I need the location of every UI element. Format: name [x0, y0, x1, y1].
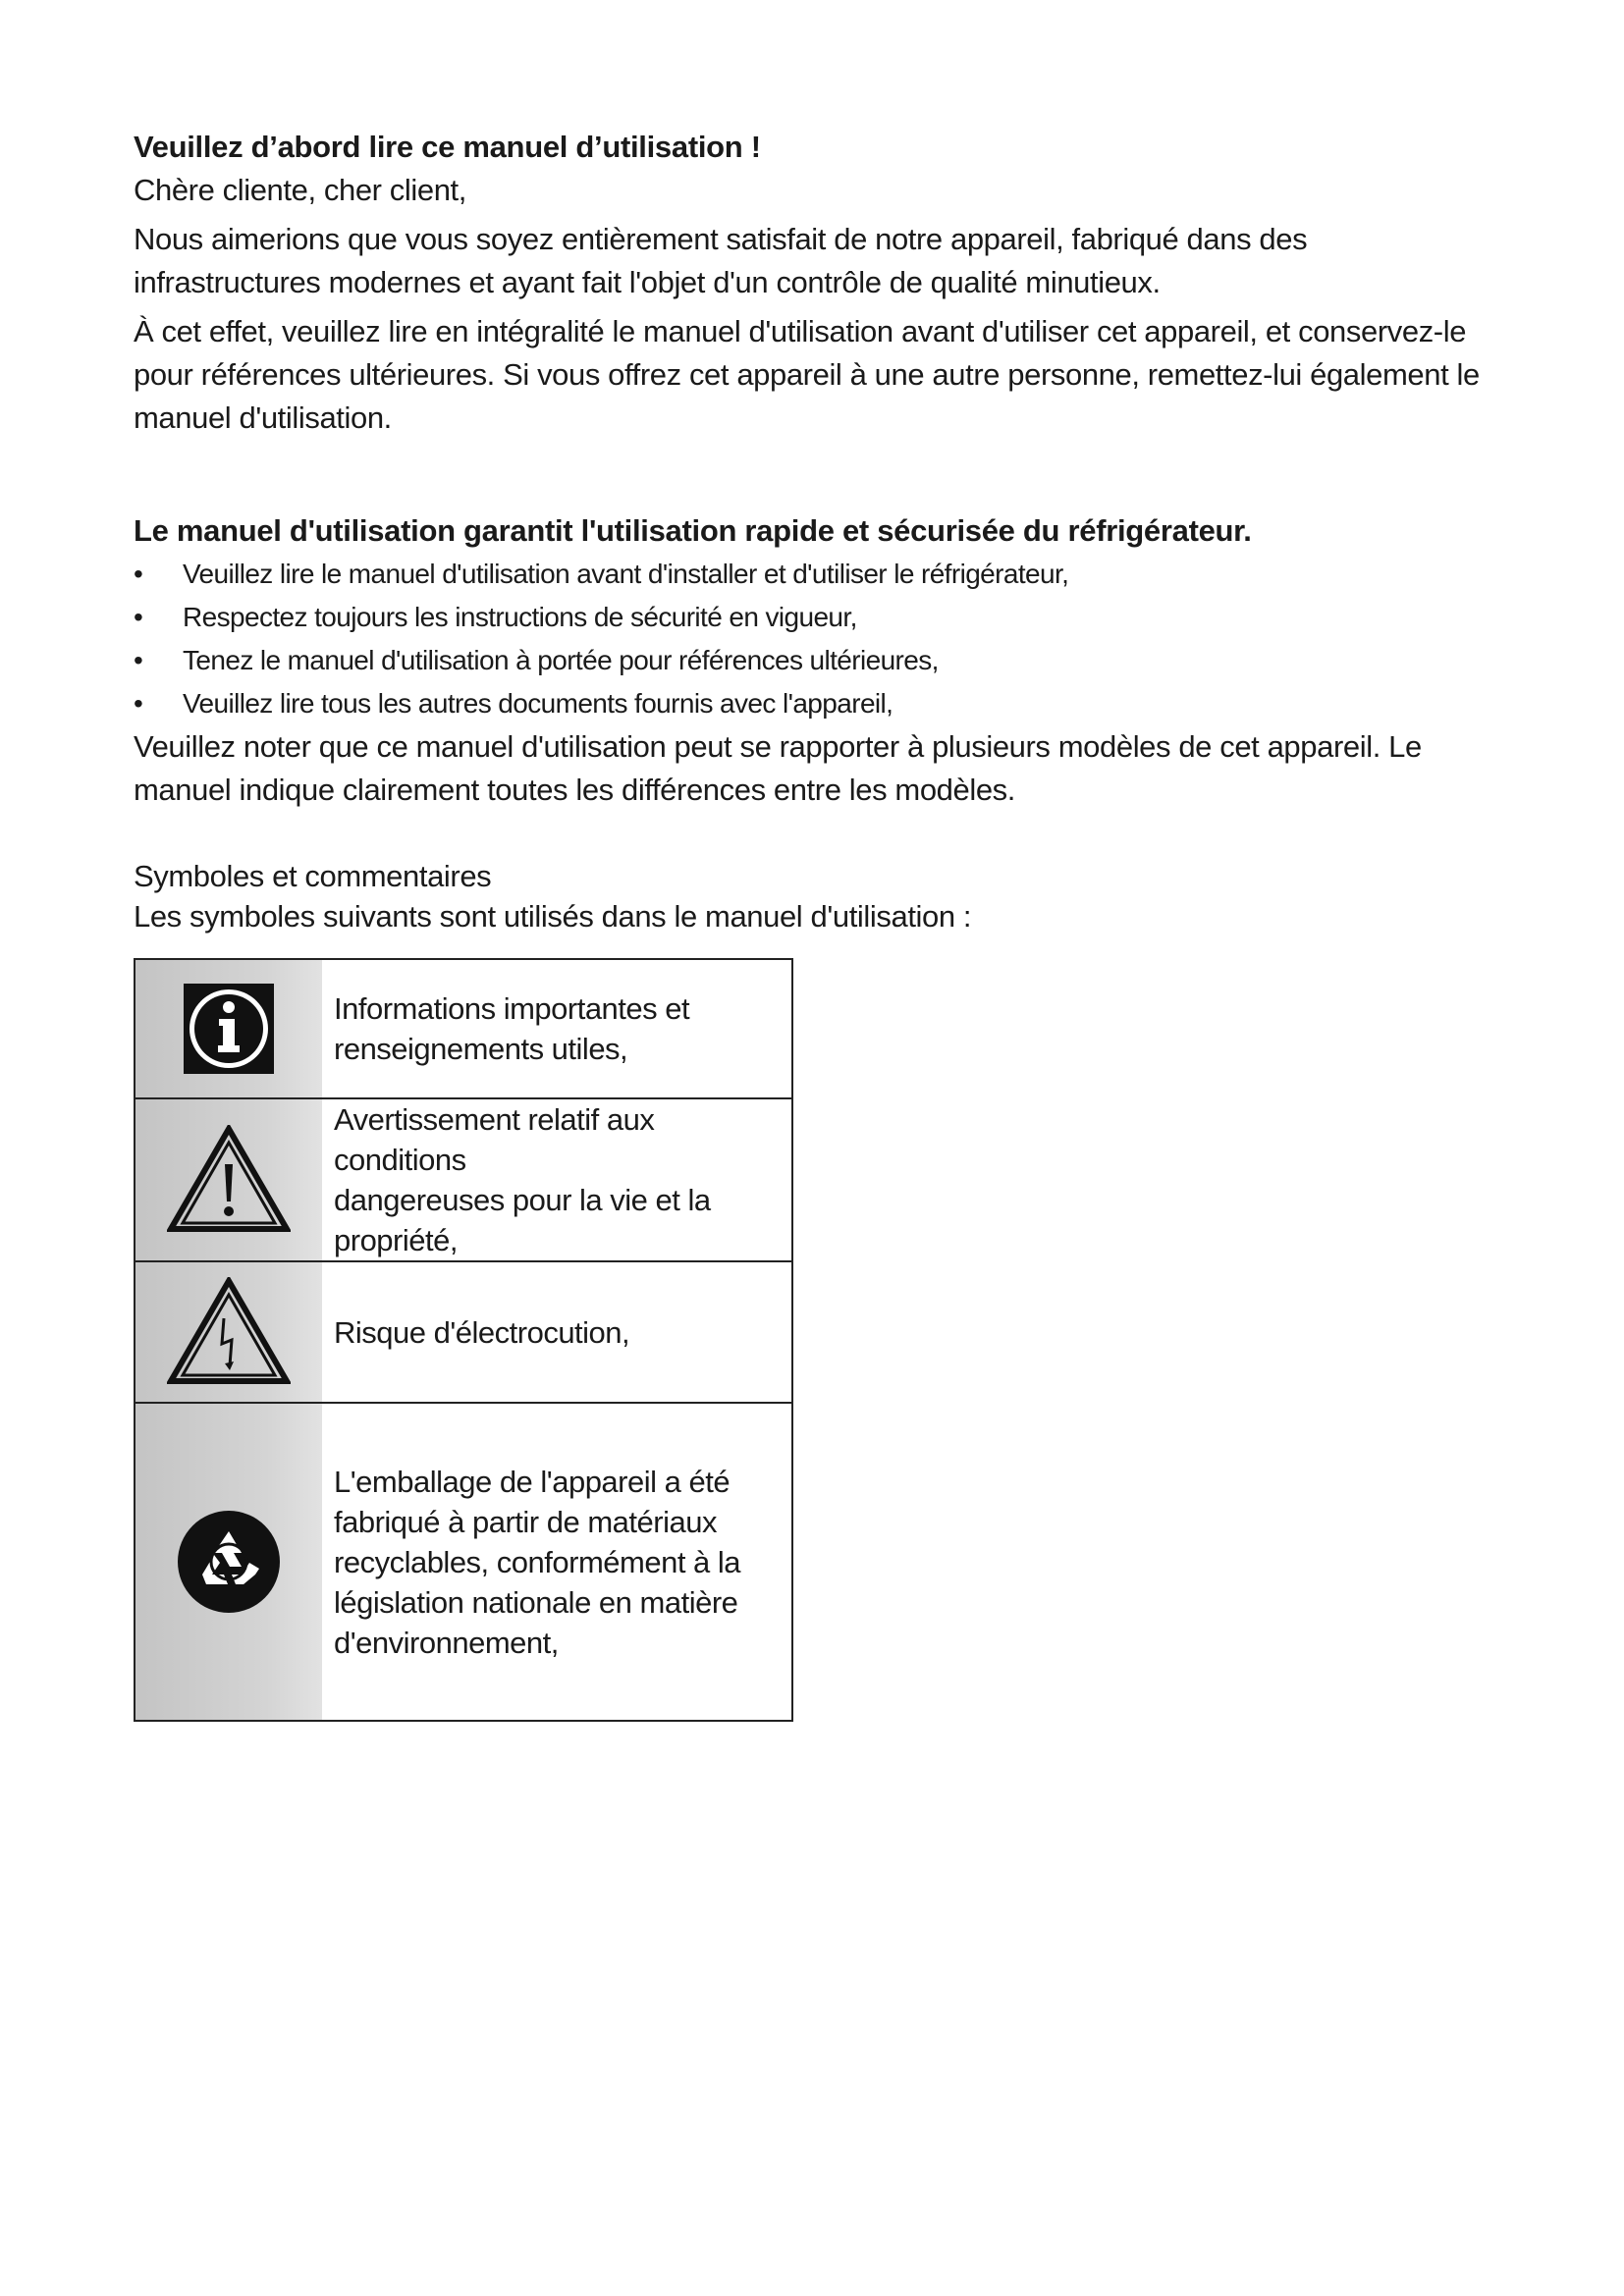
- symbols-table: [134, 958, 793, 1722]
- bullet-dot: •: [134, 602, 143, 632]
- symbol-description-cell: [322, 1261, 792, 1403]
- symbol-row-info: [135, 959, 792, 1098]
- symbol-description: L'emballage de l'appareil a été fabriqué à partir de matériaux recyclables, conformément à la législation nationale en matière d'environnement,: [334, 1464, 741, 1660]
- manual-page: [134, 126, 1489, 1722]
- symbol-icon-cell: [135, 959, 322, 1098]
- recycle-icon: [135, 1510, 322, 1614]
- bullet-text: Respectez toujours les instructions de sécurité en vigueur,: [183, 602, 857, 632]
- warning-icon: [135, 1125, 322, 1235]
- symbol-row-recycle: [135, 1403, 792, 1721]
- bullet-item: [134, 553, 1489, 596]
- bullet-dot: •: [134, 688, 143, 719]
- symbol-icon-cell: [135, 1403, 322, 1721]
- bullet-item: [134, 682, 1489, 725]
- symbol-description: Informations importantes et renseignements utiles,: [334, 991, 690, 1066]
- symbol-icon-cell: [135, 1261, 322, 1403]
- greeting: Chère cliente, cher client,: [134, 173, 466, 207]
- symbol-description: Avertissement relatif aux conditions dangereuses pour la vie et la propriété,: [334, 1102, 711, 1257]
- symbol-icon-cell: [135, 1098, 322, 1261]
- bullet-dot: •: [134, 645, 143, 675]
- bullet-text: Veuillez lire le manuel d'utilisation avant d'installer et d'utiliser le réfrigérateur,: [183, 559, 1069, 589]
- models-note-paragraph: Veuillez noter que ce manuel d'utilisation peut se rapporter à plusieurs modèles de cet appareil. Le manuel indique clairement toutes les différences entre les modèles.: [134, 729, 1422, 807]
- electric-shock-icon: [135, 1277, 322, 1387]
- symbols-intro: Les symboles suivants sont utilisés dans le manuel d'utilisation :: [134, 899, 972, 934]
- info-icon: [135, 984, 322, 1074]
- bullet-dot: •: [134, 559, 143, 589]
- bullet-text: Veuillez lire tous les autres documents fournis avec l'appareil,: [183, 688, 893, 719]
- symbol-description-cell: [322, 1098, 792, 1261]
- symbols-heading: Symboles et commentaires: [134, 859, 492, 893]
- symbol-description-cell: [322, 1403, 792, 1721]
- bullet-item: [134, 639, 1489, 682]
- intro-paragraph-1: Nous aimerions que vous soyez entièrement satisfait de notre appareil, fabriqué dans des infrastructures modernes et ayant fait l'objet d'un contrôle de qualité minutieux.: [134, 222, 1308, 299]
- symbol-description-cell: [322, 959, 792, 1098]
- guarantee-title: Le manuel d'utilisation garantit l'utilisation rapide et sécurisée du réfrigérateur.: [134, 513, 1252, 548]
- symbol-row-warning: [135, 1098, 792, 1261]
- bullet-text: Tenez le manuel d'utilisation à portée pour références ultérieures,: [183, 645, 939, 675]
- symbol-row-electric: [135, 1261, 792, 1403]
- intro-title: Veuillez d’abord lire ce manuel d’utilisation !: [134, 130, 761, 164]
- guarantee-bullet-list: [134, 553, 1489, 725]
- intro-paragraph-2: À cet effet, veuillez lire en intégralité le manuel d'utilisation avant d'utiliser cet appareil, et conservez-le pour références ultérieures. Si vous offrez cet appareil à une autre personne, remettez-lui également le manuel d'utilisation.: [134, 314, 1480, 435]
- bullet-item: [134, 596, 1489, 639]
- symbol-description: Risque d'électrocution,: [334, 1314, 630, 1350]
